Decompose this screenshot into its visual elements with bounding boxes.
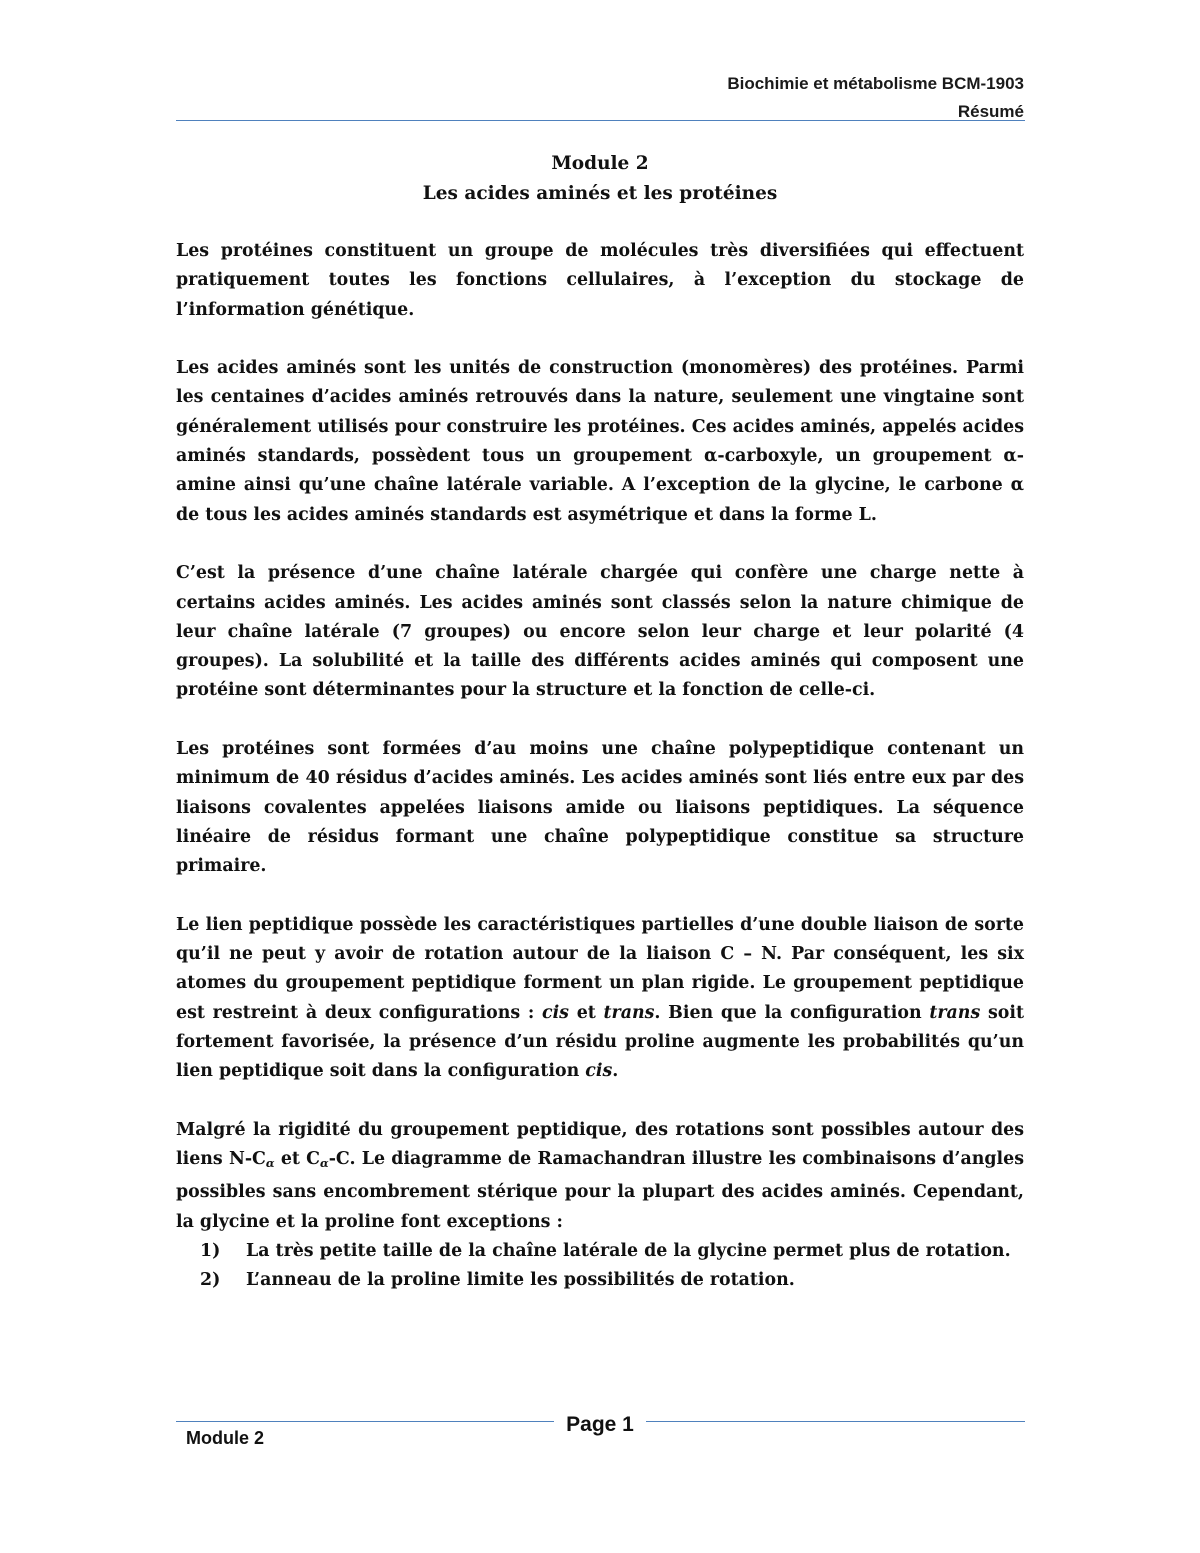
text-run: Le lien peptidique possède les caractéristiques partielles d’une double liaison de sorte qu’il ne peut y avoir de rotation autour de la liaison C – N. Par conséquent, les six atomes du groupement peptidique forment un plan rigide. Le groupement peptidique est restreint à deux configurations : bbox=[176, 914, 1024, 1023]
list-item bbox=[176, 1266, 1024, 1295]
header-course: Biochimie et métabolisme BCM-1903 bbox=[727, 74, 1024, 93]
paragraph-polypeptide: Les protéines sont formées d’au moins une chaîne polypeptidique contenant un minimum de 40 résidus d’acides aminés. Les acides aminés sont liés entre eux par des liaisons covalentes appelées liaisons amide ou liaisons peptidiques. La séquence linéaire de résidus formant une chaîne polypeptidique constitue sa structure primaire. bbox=[176, 739, 1024, 877]
subscript-alpha: α bbox=[265, 1156, 275, 1171]
footer-page-number: Page 1 bbox=[566, 1413, 634, 1436]
text-run: . Bien que la configuration bbox=[654, 1002, 930, 1023]
list-item-number: 1) bbox=[200, 1240, 221, 1261]
text-run: et bbox=[568, 1002, 604, 1023]
italic-cis: cis bbox=[585, 1061, 613, 1082]
paragraph-ramachandran bbox=[176, 1116, 1024, 1237]
footer-rule-right bbox=[646, 1421, 1025, 1422]
italic-trans: trans bbox=[603, 1002, 655, 1023]
italic-cis: cis bbox=[541, 1002, 569, 1023]
italic-trans: trans bbox=[929, 1002, 981, 1023]
text-run: -C. Le diagramme de Ramachandran illustre les combinaisons d’angles possibles sans encombrement stérique pour la plupart des acides aminés. Cependant, la glycine et la proline font exceptions : bbox=[176, 1149, 1024, 1232]
footer-module: Module 2 bbox=[186, 1428, 265, 1448]
module-subtitle: Les acides aminés et les protéines bbox=[422, 183, 778, 204]
text-run: et C bbox=[274, 1149, 321, 1170]
module-title: Module 2 bbox=[551, 153, 649, 174]
text-run: . bbox=[612, 1061, 619, 1082]
subscript-alpha: α bbox=[320, 1156, 329, 1171]
header-doc-type: Résumé bbox=[957, 102, 1024, 121]
exceptions-list bbox=[176, 1237, 1024, 1296]
body-text bbox=[176, 237, 1024, 1296]
header-rule bbox=[176, 120, 1025, 121]
paragraph-intro: Les protéines constituent un groupe de molécules très diversifiées qui effectuent pratiquement toutes les fonctions cellulaires, à l’exception du stockage de l’information génétique. bbox=[176, 241, 1024, 320]
list-item-text: La très petite taille de la chaîne latérale de la glycine permet plus de rotation. bbox=[246, 1240, 1011, 1261]
paragraph-peptide-bond bbox=[176, 911, 1024, 1087]
list-item-number: 2) bbox=[200, 1270, 221, 1291]
title-block bbox=[176, 149, 1024, 209]
text-run: soit fortement favorisée, la présence d’un résidu proline augmente les probabilités qu’un lien peptidique soit dans la configuration bbox=[176, 1002, 1024, 1082]
list-item-text: L’anneau de la proline limite les possibilités de rotation. bbox=[246, 1270, 795, 1291]
text-run: Malgré la rigidité du groupement peptidique, des rotations sont possibles autour des liens N-C bbox=[176, 1119, 1024, 1170]
page-header bbox=[176, 70, 1024, 126]
list-item bbox=[176, 1237, 1024, 1266]
paragraph-charge: C’est la présence d’une chaîne latérale chargée qui confère une charge nette à certains acides aminés. Les acides aminés sont classés selon la nature chimique de leur chaîne latérale (7 groupes) ou encore selon leur charge et leur polarité (4 groupes). La solubilité et la taille des différents acides aminés qui composent une protéine sont déterminantes pour la structure et la fonction de celle-ci. bbox=[176, 563, 1024, 701]
paragraph-amino-acids: Les acides aminés sont les unités de construction (monomères) des protéines. Parmi les centaines d’acides aminés retrouvés dans la nature, seulement une vingtaine sont généralement utilisés pour construire les protéines. Ces acides aminés, appelés acides aminés standards, possèdent tous un groupement α-carboxyle, un groupement α-amine ainsi qu’une chaîne latérale variable. A l’exception de la glycine, le carbone α de tous les acides aminés standards est asymétrique et dans la forme L. bbox=[176, 358, 1024, 525]
footer-rule-left bbox=[176, 1421, 554, 1422]
